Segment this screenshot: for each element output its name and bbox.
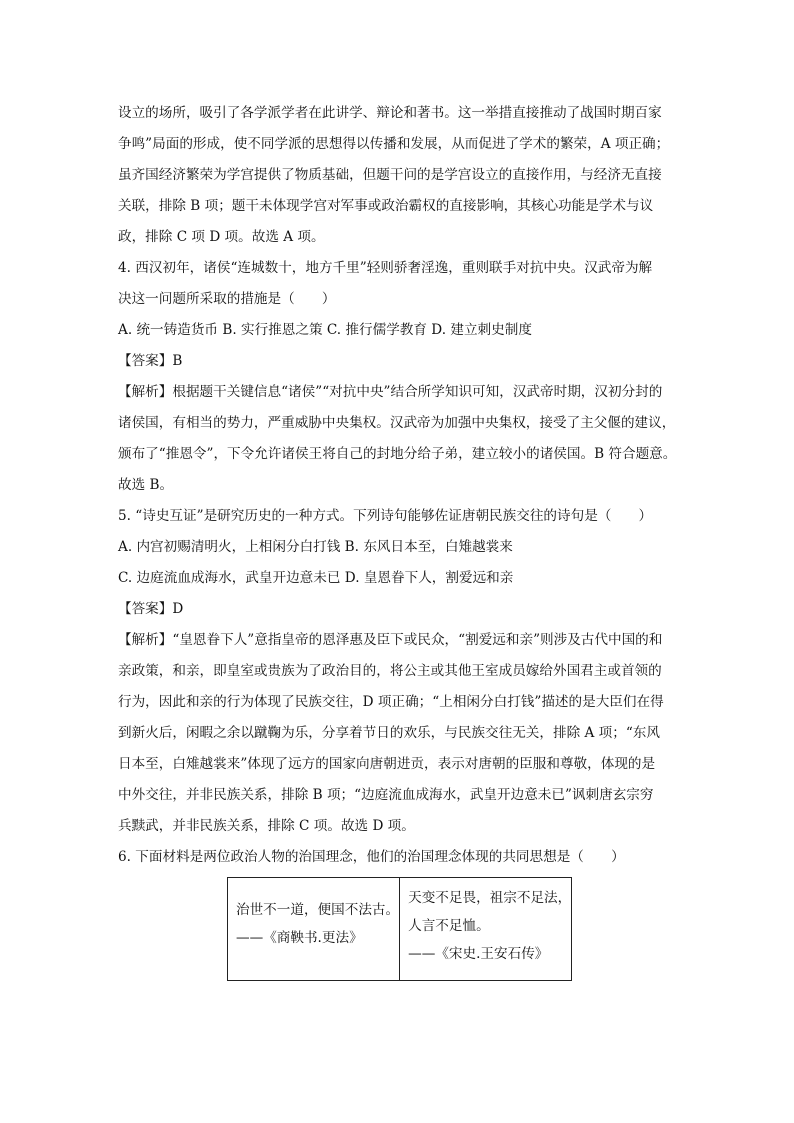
answer-label: 【答案】D bbox=[118, 601, 184, 617]
question-options: C. 边庭流血成海水，武皇开边意未已 D. 皇恩眷下人，割爱远和亲 bbox=[118, 570, 514, 586]
question-stem: 4. 西汉初年，诸侯“连城数十，地方千里”轻则骄奢淫逸，重则联手对抗中央。汉武帝为解 bbox=[118, 260, 653, 276]
question-stem: 5. “诗史互证”是研究历史的一种方式。下列诗句能够佐证唐朝民族交往的诗句是（ ） bbox=[118, 508, 653, 524]
text-line: 设立的场所，吸引了各学派学者在此讲学、辩论和著书。这一举措直接推动了战国时期百家 bbox=[118, 105, 662, 121]
analysis-text: 颁布了“推恩令”，下令允许诸侯王将自己的封地分给子弟，建立较小的诸侯国。B 符合题意。 bbox=[118, 446, 677, 462]
question-options: A. 统一铸造货币 B. 实行推恩之策 C. 推行儒学教育 D. 建立刺史制度 bbox=[118, 322, 532, 338]
quote-source: ——《宋史.王安石传》 bbox=[408, 946, 549, 962]
question-6 bbox=[118, 842, 678, 873]
text-line: 虽齐国经济繁荣为学宫提供了物质基础，但题干问的是学宫设立的直接作用，与经济无直接 bbox=[118, 167, 662, 183]
question-options: A. 内宫初赐清明火，上相闲分白打钱 B. 东风日本至，白雉越裳来 bbox=[118, 539, 513, 555]
text-line: 关联，排除 B 项；题干未体现学宫对军事或政治霸权的直接影响，其核心功能是学术与议 bbox=[118, 198, 654, 214]
text-line: 争鸣”局面的形成，使不同学派的思想得以传播和发展，从而促进了学术的繁荣，A 项正确； bbox=[118, 136, 670, 152]
quote-source: ——《商鞅书.更法》 bbox=[236, 930, 363, 946]
quote-cell-shang-yang bbox=[228, 878, 400, 981]
analysis-text: 亲政策，和亲，即皇室或贵族为了政治目的，将公主或其他王室成员嫁给外国君主或首领的 bbox=[118, 663, 662, 679]
question-4 bbox=[118, 253, 678, 501]
question-stem: 6. 下面材料是两位政治人物的治国理念，他们的治国理念体现的共同思想是（ ） bbox=[118, 849, 625, 865]
quote-table bbox=[227, 877, 572, 981]
analysis-text: 行为，因此和亲的行为体现了民族交往，D 项正确；“上相闲分白打钱”描述的是大臣们在得 bbox=[118, 694, 664, 710]
question-5 bbox=[118, 501, 678, 842]
quote-text: 治世不一道，便国不法古。 bbox=[236, 902, 400, 918]
analysis-text: 诸侯国，有相当的势力，严重威胁中央集权。汉武帝为加强中央集权，接受了主父偃的建议， bbox=[118, 415, 676, 431]
quote-cell-wang-anshi bbox=[400, 878, 572, 981]
analysis-text: 日本至，白雉越裳来”体现了远方的国家向唐朝进贡，表示对唐朝的臣服和尊敬，体现的是 bbox=[118, 756, 656, 772]
analysis-text: 【解析】根据题干关键信息“诸侯”“对抗中央”结合所学知识可知，汉武帝时期，汉初分封的 bbox=[118, 384, 663, 400]
text-line: 政，排除 C 项 D 项。故选 A 项。 bbox=[118, 229, 325, 245]
analysis-text: 中外交往，并非民族关系，排除 B 项；“边庭流血成海水，武皇开边意未已”讽刺唐玄宗穷 bbox=[118, 787, 654, 803]
document-page bbox=[118, 98, 678, 873]
quote-text: 天变不足畏，祖宗不足法， bbox=[408, 890, 572, 906]
paragraph-continuation bbox=[118, 98, 678, 253]
analysis-text: 到新火后，闲暇之余以蹴鞠为乐，分享着节日的欢乐，与民族交往无关，排除 A 项；“东风 bbox=[118, 725, 660, 741]
analysis-text: 故选 B。 bbox=[118, 477, 174, 493]
quote-text: 人言不足恤。 bbox=[408, 918, 490, 934]
analysis-text: 【解析】“皇恩眷下人”意指皇帝的恩泽惠及臣下或民众，“割爱远和亲”则涉及古代中国的和 bbox=[118, 632, 663, 648]
analysis-text: 兵黩武，并非民族关系，排除 C 项。故选 D 项。 bbox=[118, 818, 415, 834]
answer-label: 【答案】B bbox=[118, 353, 183, 369]
question-stem: 决这一问题所采取的措施是（ ） bbox=[118, 291, 336, 307]
